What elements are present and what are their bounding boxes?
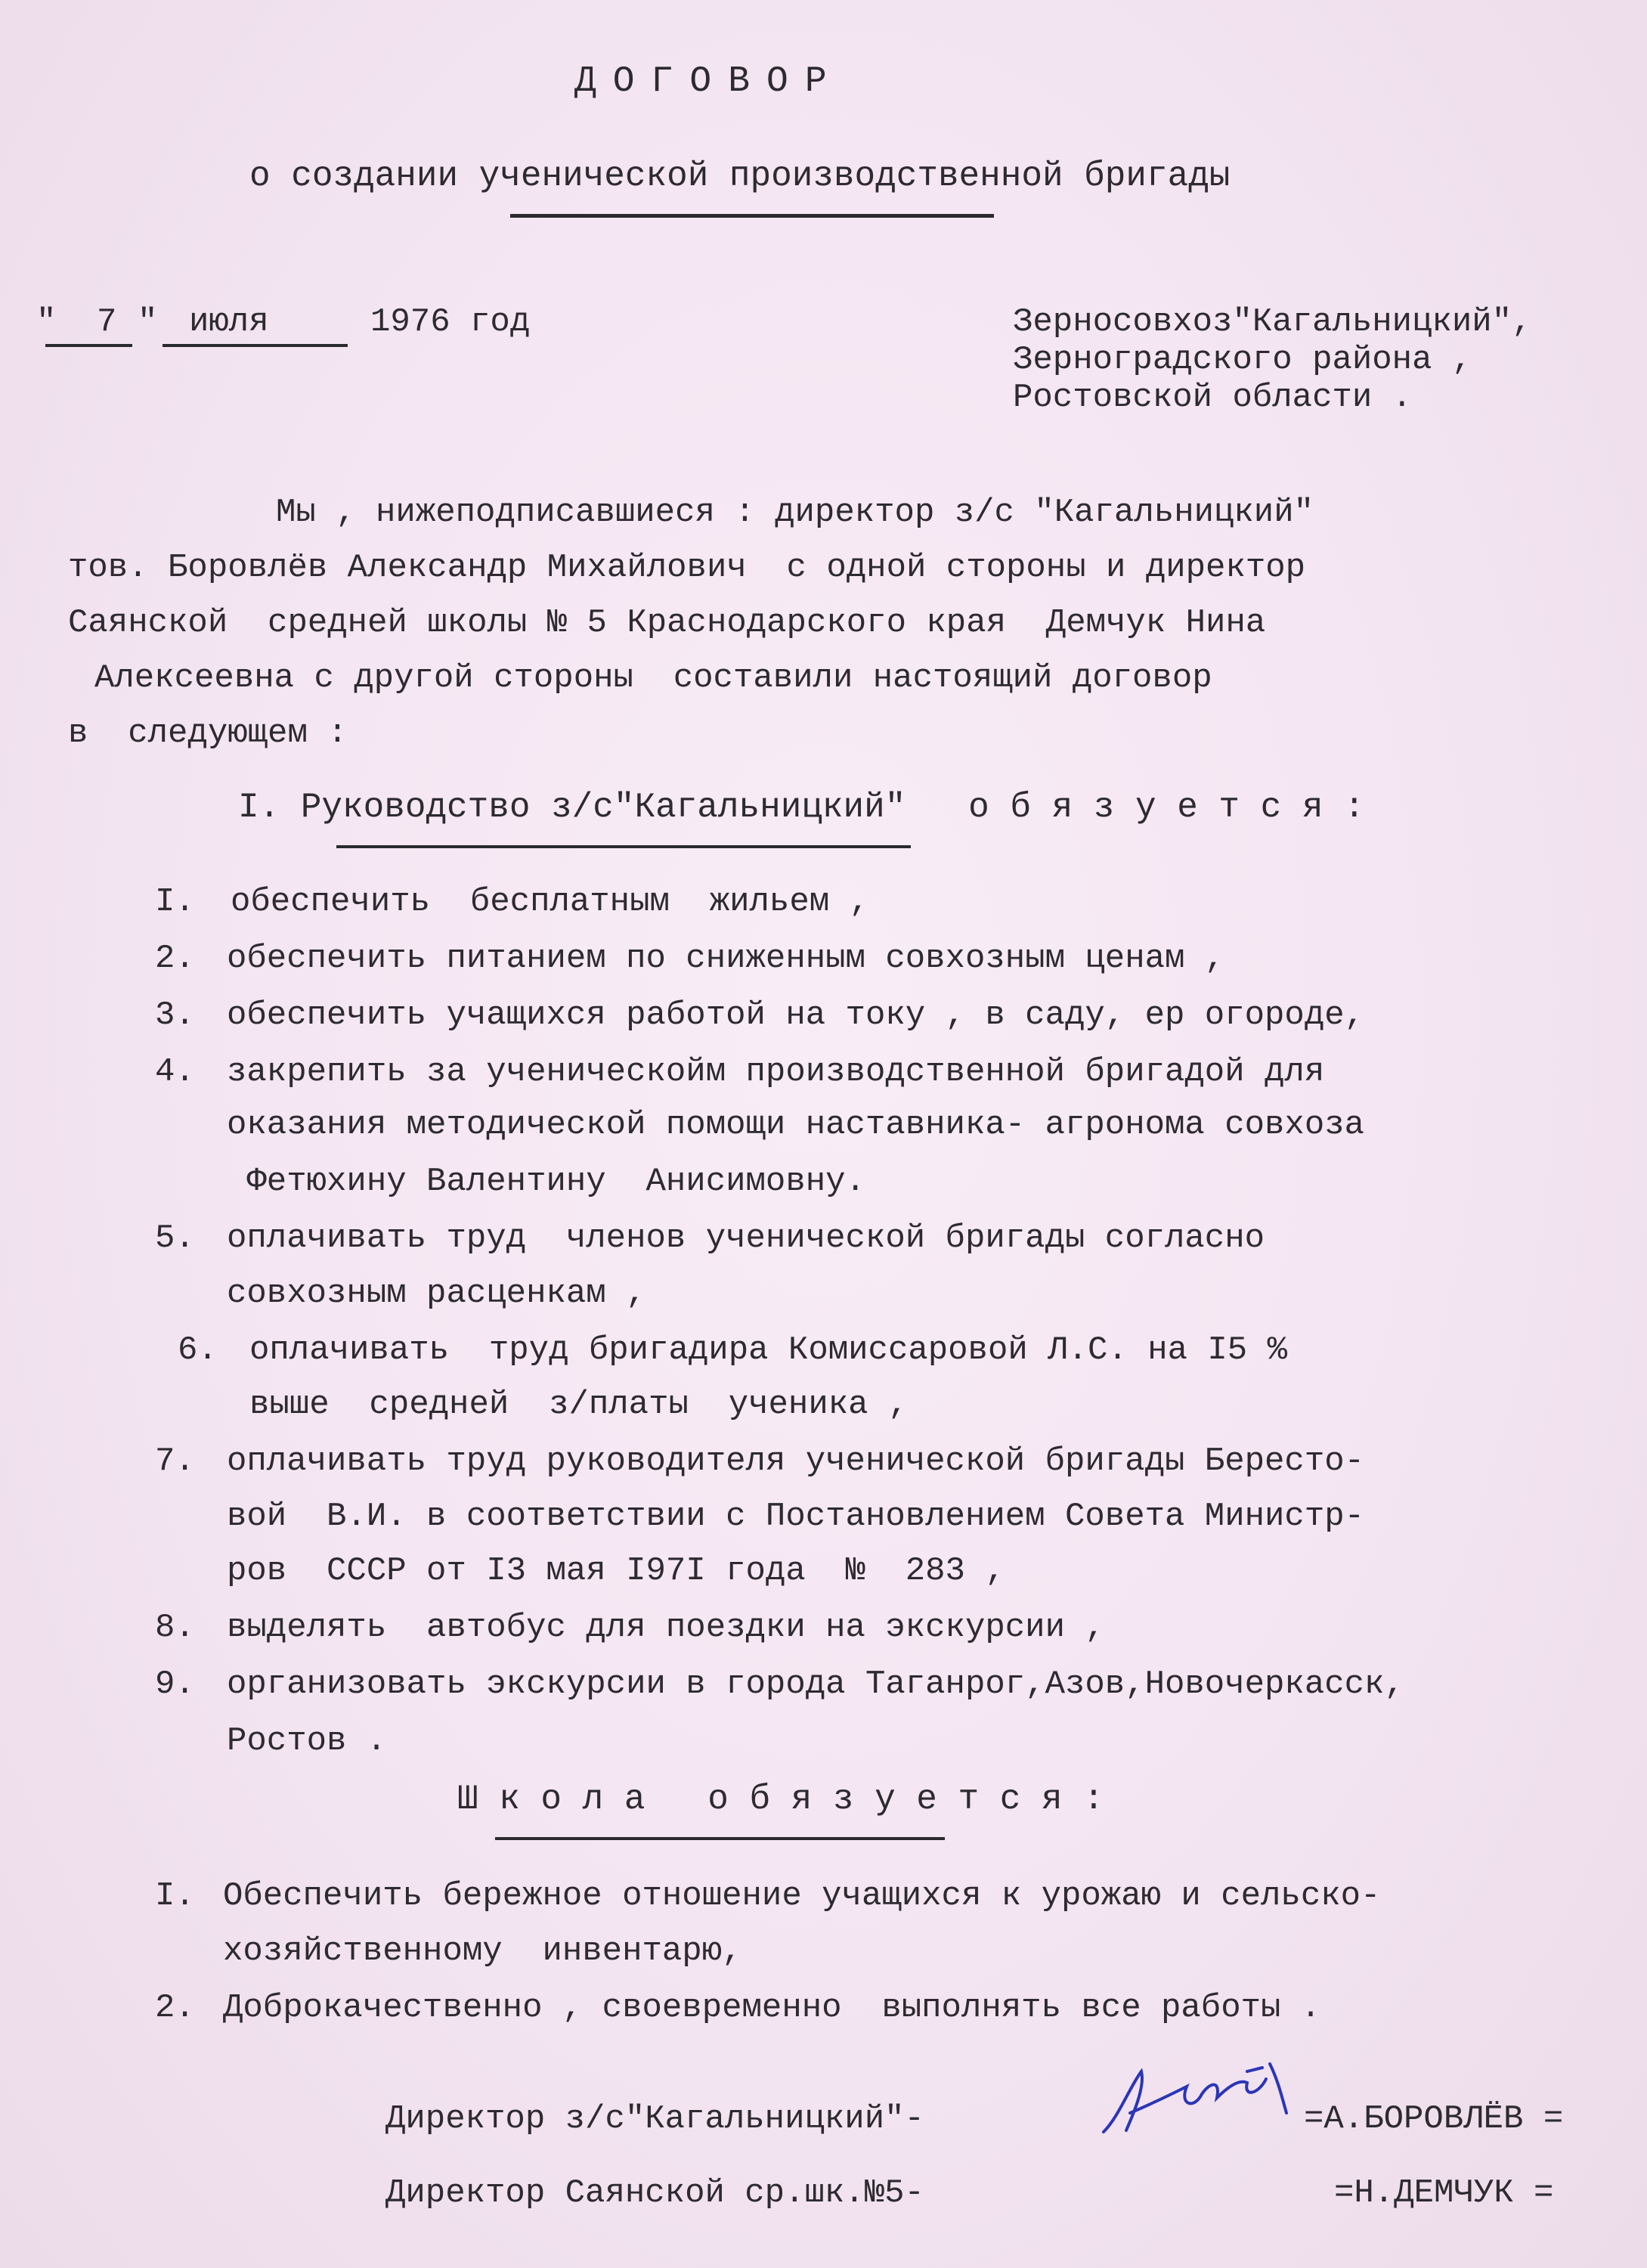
intro-line: в следующем : [68, 714, 348, 752]
item-text: Фетюхину Валентину Анисимовну. [227, 1163, 865, 1201]
signatory-name: =Н.ДЕМЧУК = [1334, 2174, 1554, 2212]
item-number: I. [155, 1877, 195, 1915]
item-number: 3. [155, 996, 195, 1034]
intro-line: тов. Боровлёв Александр Михайлович с одной стороны и директор [68, 549, 1306, 587]
date-day: 7 [97, 303, 117, 341]
date-quote-open: " [36, 303, 57, 341]
item-text: ров СССР от I3 мая I97I года № 283 , [227, 1552, 1005, 1590]
item-text: обеспечить питанием по сниженным совхозным ценам , [227, 940, 1225, 978]
item-text: Доброкачественно , своевременно выполнять все работы . [223, 1989, 1321, 2027]
item-number: 8. [155, 1609, 195, 1647]
signatory-role: Директор з/с"Кагальницкий"- [385, 2100, 924, 2138]
date-month: июля [189, 303, 269, 341]
item-text: выше средней з/платы ученика , [249, 1386, 909, 1424]
item-text: закрепить за ученическойм производственной бригадой для [227, 1053, 1325, 1091]
item-text: обеспечить бесплатным жильем , [231, 883, 869, 921]
intro-line: Алексеевна с другой стороны составили настоящий договор [94, 659, 1212, 697]
month-underline [163, 344, 348, 347]
item-text: оплачивать труд бригадира Комиссаровой Л.С. на I5 % [249, 1331, 1288, 1369]
item-number: 5. [155, 1219, 195, 1257]
item-number: 6. [178, 1331, 218, 1369]
item-number: 9. [155, 1665, 195, 1703]
day-underline [45, 344, 132, 347]
item-text: оказания методической помощи наставника- агронома совхоза [227, 1106, 1365, 1144]
place-line: Зерноградского района , [1013, 341, 1472, 379]
intro-line: Мы , нижеподписавшиеся : директор з/с "Кагальницкий" [276, 494, 1314, 531]
subtitle-underline [510, 214, 994, 218]
date-quote-close: " [138, 303, 158, 341]
item-text: Ростов . [227, 1722, 387, 1760]
item-text: выделять автобус для поездки на экскурсии , [227, 1609, 1105, 1647]
place-line: Зерносовхоз"Кагальницкий", [1013, 303, 1532, 341]
handwritten-signature [1088, 2041, 1315, 2147]
item-number: 7. [155, 1442, 195, 1480]
place-line: Ростовской области . [1013, 379, 1413, 417]
item-text: оплачивать труд руководителя ученической бригады Бересто- [227, 1442, 1365, 1480]
item-text: оплачивать труд членов ученической бригады согласно [227, 1219, 1265, 1257]
date-year: 1976 год [370, 303, 531, 341]
item-text: организовать экскурсии в города Таганрог,Азов,Новочеркасск, [227, 1665, 1404, 1703]
document-subtitle: о создании ученической производственной бригады [249, 156, 1231, 196]
section1-heading: I. Руководство з/с"Кагальницкий" о б я з у е т с я : [238, 788, 1365, 827]
section2-underline [495, 1837, 945, 1840]
item-number: I. [155, 883, 195, 921]
item-text: совхозным расценкам , [227, 1275, 646, 1312]
item-number: 2. [155, 940, 195, 978]
item-text: хозяйственному инвентарю, [223, 1932, 742, 1970]
item-text: обеспечить учащихся работой на току , в саду, ер огороде, [227, 996, 1365, 1034]
signatory-role: Директор Саянской ср.шк.№5- [385, 2174, 924, 2212]
section1-underline [336, 845, 911, 848]
item-number: 4. [155, 1053, 195, 1091]
intro-line: Саянской средней школы № 5 Краснодарского края Демчук Нина [68, 604, 1266, 642]
item-text: Обеспечить бережное отношение учащихся к урожаю и сельско- [223, 1877, 1381, 1915]
item-number: 2. [155, 1989, 195, 2027]
document-title: ДОГОВОР [574, 61, 844, 102]
signatory-name: =А.БОРОВЛЁВ = [1304, 2100, 1564, 2138]
item-text: вой В.И. в соответствии с Постановлением Совета Министр- [227, 1498, 1365, 1535]
section2-heading: Ш к о л а о б я з у е т с я : [457, 1780, 1104, 1819]
